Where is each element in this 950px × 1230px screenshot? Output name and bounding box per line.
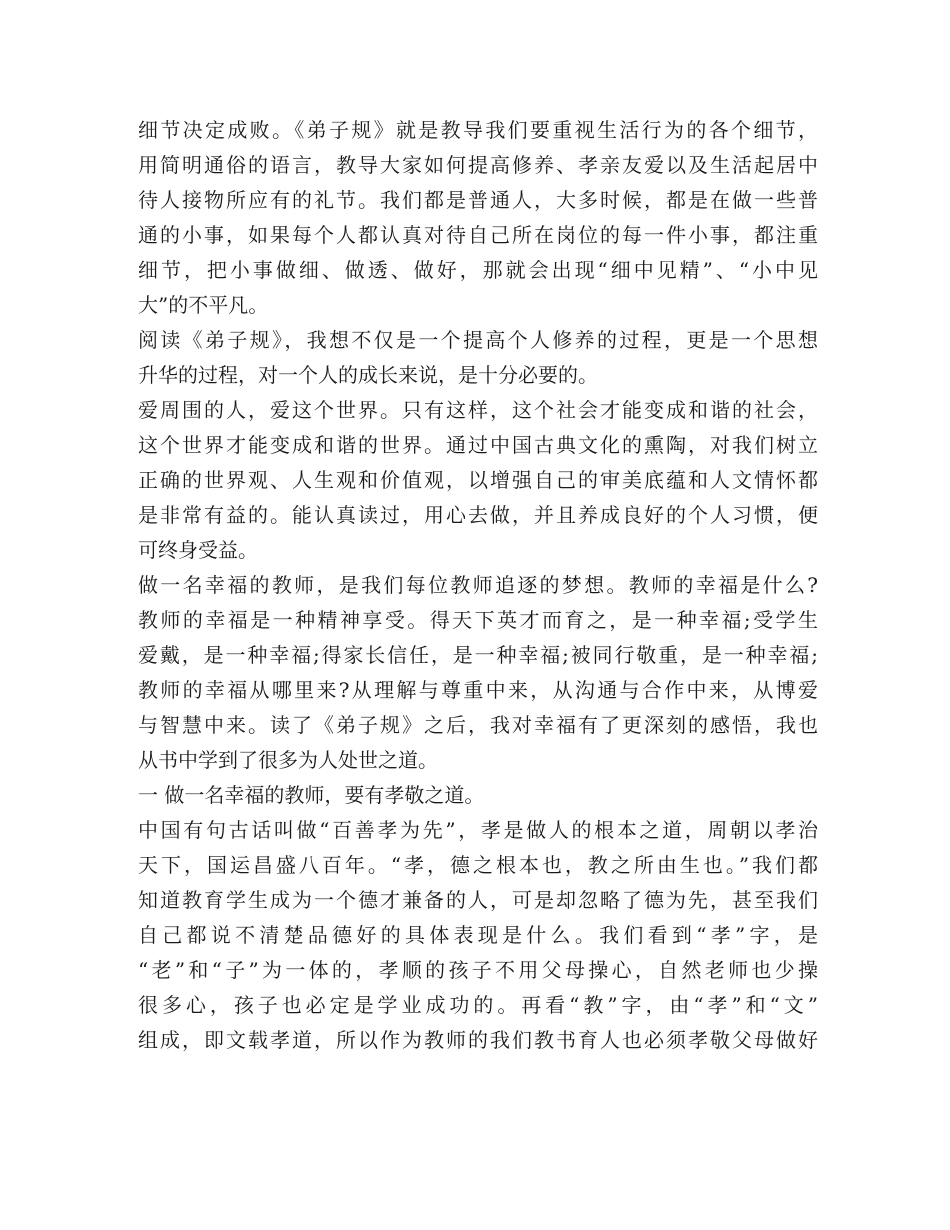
document-body [138, 113, 818, 1058]
text-line: 这个世界才能变成和谐的世界。通过中国古典文化的熏陶，对我们树立 [138, 433, 818, 457]
text-line: 细节决定成败。《弟子规》就是教导我们要重视生活行为的各个细节， [138, 118, 818, 142]
text-line: 教师的幸福从哪里来?从理解与尊重中来，从沟通与合作中来，从博爱 [138, 678, 818, 702]
text-line: 是非常有益的。能认真读过，用心去做，并且养成良好的个人习惯，便 [138, 503, 818, 527]
text-line: 天下，国运昌盛八百年。“孝，德之根本也，教之所由生也。”我们都 [138, 853, 818, 877]
text-line: 组成，即文载孝道，所以作为教师的我们教书育人也必须孝敬父母做好 [138, 1028, 818, 1052]
text-line: 通的小事，如果每个人都认真对待自己所在岗位的每一件小事，都注重 [138, 223, 818, 247]
text-line: 知道教育学生成为一个德才兼备的人，可是却忽略了德为先，甚至我们 [138, 888, 818, 912]
text-line: 升华的过程，对一个人的成长来说，是十分必要的。 [138, 363, 598, 387]
text-line: 教师的幸福是一种精神享受。得天下英才而育之，是一种幸福;受学生 [138, 608, 818, 632]
text-line: 爱戴，是一种幸福;得家长信任，是一种幸福;被同行敬重，是一种幸福; [138, 643, 818, 667]
text-line: 正确的世界观、人生观和价值观，以增强自己的审美底蕴和人文情怀都 [138, 468, 818, 492]
text-line: 用简明通俗的语言，教导大家如何提高修养、孝亲友爱以及生活起居中 [138, 153, 818, 177]
text-line: 从书中学到了很多为人处世之道。 [138, 748, 438, 772]
text-line: “老”和“子”为一体的，孝顺的孩子不用父母操心，自然老师也少操 [138, 958, 818, 982]
text-line: 很多心，孩子也必定是学业成功的。再看“教”字，由“孝”和“文” [138, 993, 818, 1017]
text-line: 大”的不平凡。 [138, 293, 269, 317]
text-line: 中国有句古话叫做“百善孝为先”，孝是做人的根本之道，周朝以孝治 [138, 818, 818, 842]
text-line: 自己都说不清楚品德好的具体表现是什么。我们看到“孝”字，是 [138, 923, 818, 947]
text-line: 待人接物所应有的礼节。我们都是普通人，大多时候，都是在做一些普 [138, 188, 818, 212]
text-line: 可终身受益。 [138, 538, 258, 562]
text-line: 阅读《弟子规》，我想不仅是一个提高个人修养的过程，更是一个思想 [138, 328, 818, 352]
text-line: 细节，把小事做细、做透、做好，那就会出现“细中见精”、“小中见 [138, 258, 818, 282]
text-line: 一 做一名幸福的教师，要有孝敬之道。 [138, 783, 485, 807]
text-line: 与智慧中来。读了《弟子规》之后，我对幸福有了更深刻的感悟，我也 [138, 713, 818, 737]
text-line: 做一名幸福的教师，是我们每位教师追逐的梦想。教师的幸福是什么? [138, 573, 818, 597]
text-line: 爱周围的人，爱这个世界。只有这样，这个社会才能变成和谐的社会， [138, 398, 818, 422]
